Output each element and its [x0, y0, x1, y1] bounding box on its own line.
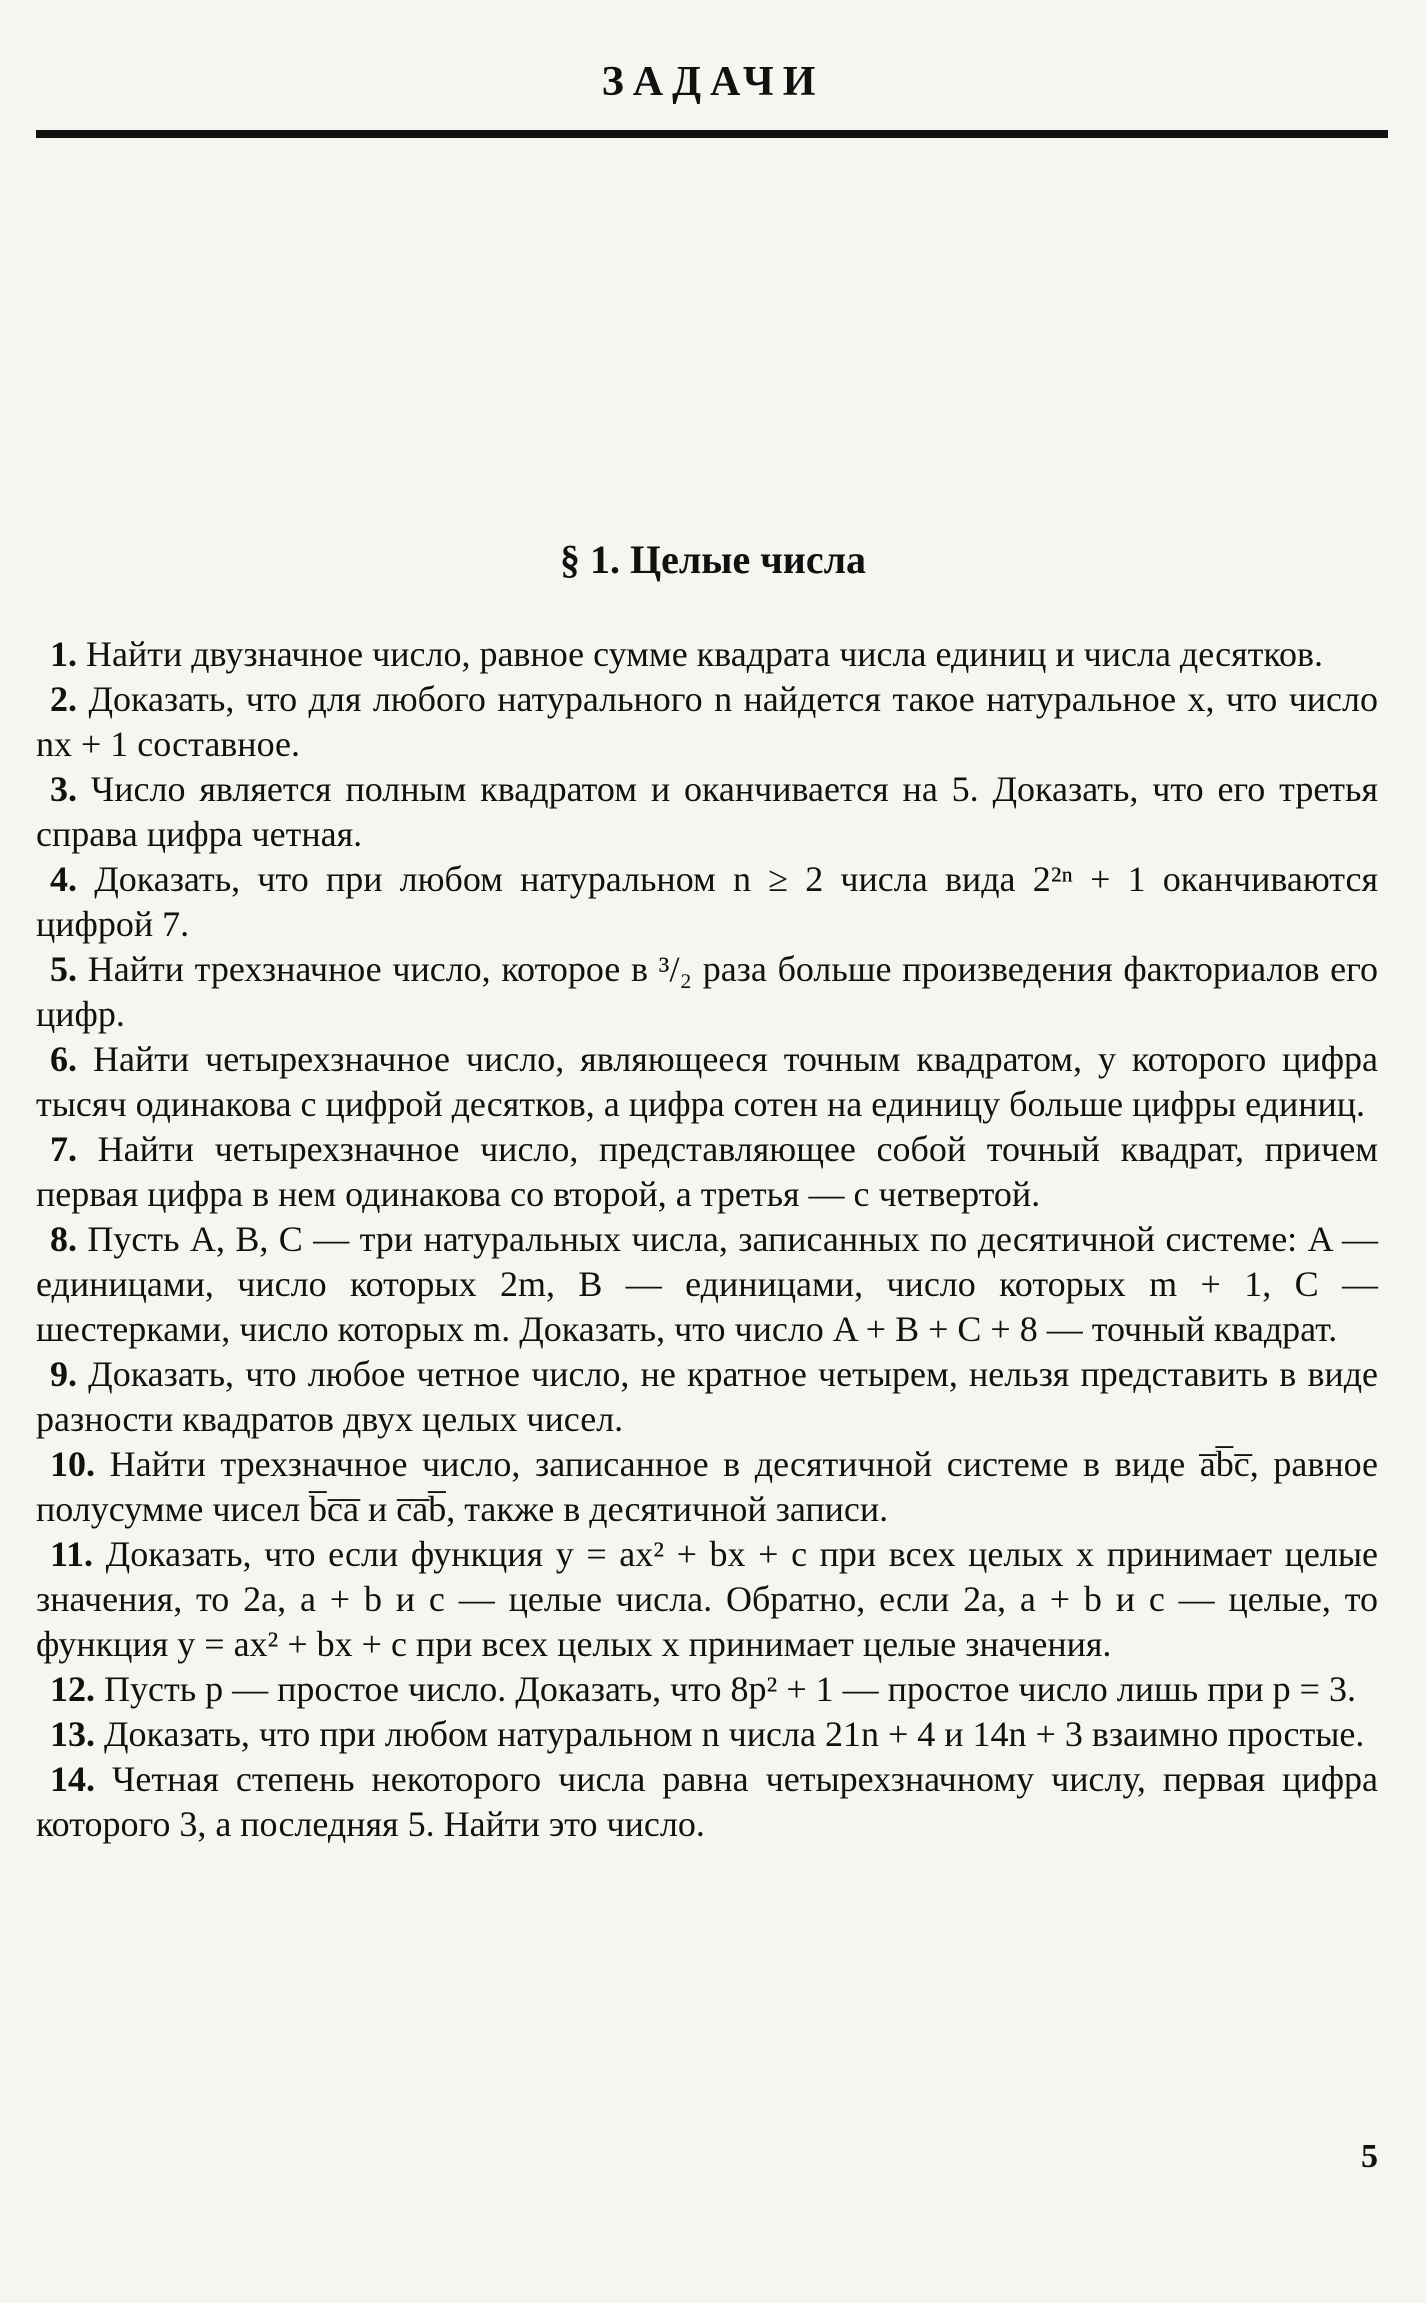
problem-13 — [36, 1712, 1378, 1757]
problem-number: 4. — [50, 859, 77, 899]
problem-text: Найти двузначное число, равное сумме квадрата числа единиц и числа десятков. — [86, 634, 1324, 674]
problem-number: 14. — [50, 1759, 95, 1799]
problem-5 — [36, 947, 1378, 1037]
problem-text: Доказать, что для любого натурального n найдется такое натуральное x, что число nx + 1 составное. — [36, 679, 1379, 764]
problem-number: 8. — [50, 1219, 77, 1259]
problem-12 — [36, 1667, 1378, 1712]
problem-list — [36, 632, 1378, 1847]
problem-number: 9. — [50, 1354, 77, 1394]
problem-3 — [36, 767, 1378, 857]
problem-9 — [36, 1352, 1378, 1442]
problem-number: 11. — [50, 1534, 94, 1574]
problem-text: Число является полным квадратом и оканчивается на 5. Доказать, что его третья справа цифра четная. — [36, 769, 1379, 854]
problem-number: 2. — [50, 679, 77, 719]
header-rule — [36, 130, 1388, 138]
problem-6 — [36, 1037, 1378, 1127]
problem-text: Пусть p — простое число. Доказать, что 8p² + 1 — простое число лишь при p = 3. — [104, 1669, 1356, 1709]
problem-7 — [36, 1127, 1378, 1217]
problem-text: Доказать, что при любом натуральном n числа 21n + 4 и 14n + 3 взаимно простые. — [104, 1714, 1365, 1754]
problem-text: Четная степень некоторого числа равна четырехзначному числу, первая цифра которого 3, а последняя 5. Найти это число. — [36, 1759, 1379, 1844]
problem-number: 13. — [50, 1714, 95, 1754]
problem-11 — [36, 1532, 1378, 1667]
problem-number: 7. — [50, 1129, 77, 1169]
problem-text: Найти трехзначное число, записанное в десятичной системе в виде a̅b̅c̅, равное полусумме чисел b̅c̅a̅ и c̅a̅b̅, также в десятичной записи. — [36, 1444, 1379, 1529]
problem-8 — [36, 1217, 1378, 1352]
problem-10 — [36, 1442, 1378, 1532]
problem-2 — [36, 677, 1378, 767]
problem-text: Пусть A, B, C — три натуральных числа, записанных по десятичной системе: A — единицами, число которых 2m, B — единицами, число которых m + 1, C — шестерками, число которых m. Доказать, что число A + B + C + 8 — точный квадрат. — [36, 1219, 1379, 1349]
problem-4 — [36, 857, 1378, 947]
page-number: 5 — [1361, 2138, 1378, 2175]
problem-text: Доказать, что если функция y = ax² + bx + c при всех целых x принимает целые значения, то 2a, a + b и c — целые числа. Обратно, если 2a, a + b и c — целые, то функция y = ax² + bx + c при всех целых x принимает целые значения. — [36, 1534, 1379, 1664]
problem-number: 6. — [50, 1039, 77, 1079]
page-header-title: ЗАДАЧИ — [601, 59, 825, 105]
problem-number: 10. — [50, 1444, 95, 1484]
problem-text: Найти трехзначное число, которое в ³/₂ раза больше произведения факториалов его цифр. — [36, 949, 1378, 1034]
section-title: § 1. Целые числа — [559, 537, 867, 582]
problem-1 — [36, 632, 1378, 677]
problem-number: 3. — [50, 769, 77, 809]
problem-text: Найти четырехзначное число, представляющее собой точный квадрат, причем первая цифра в нем одинакова со второй, а третья — с четвертой. — [36, 1129, 1379, 1214]
problem-text: Доказать, что при любом натуральном n ≥ 2 числа вида 2²ⁿ + 1 оканчиваются цифрой 7. — [36, 859, 1379, 944]
problem-number: 5. — [50, 949, 77, 989]
problem-number: 1. — [50, 634, 77, 674]
problem-number: 12. — [50, 1669, 95, 1709]
problem-14 — [36, 1757, 1378, 1847]
problem-text: Доказать, что любое четное число, не кратное четырем, нельзя представить в виде разности квадратов двух целых чисел. — [36, 1354, 1378, 1439]
problem-text: Найти четырехзначное число, являющееся точным квадратом, у которого цифра тысяч одинакова с цифрой десятков, а цифра сотен на единицу больше цифры единиц. — [36, 1039, 1379, 1124]
